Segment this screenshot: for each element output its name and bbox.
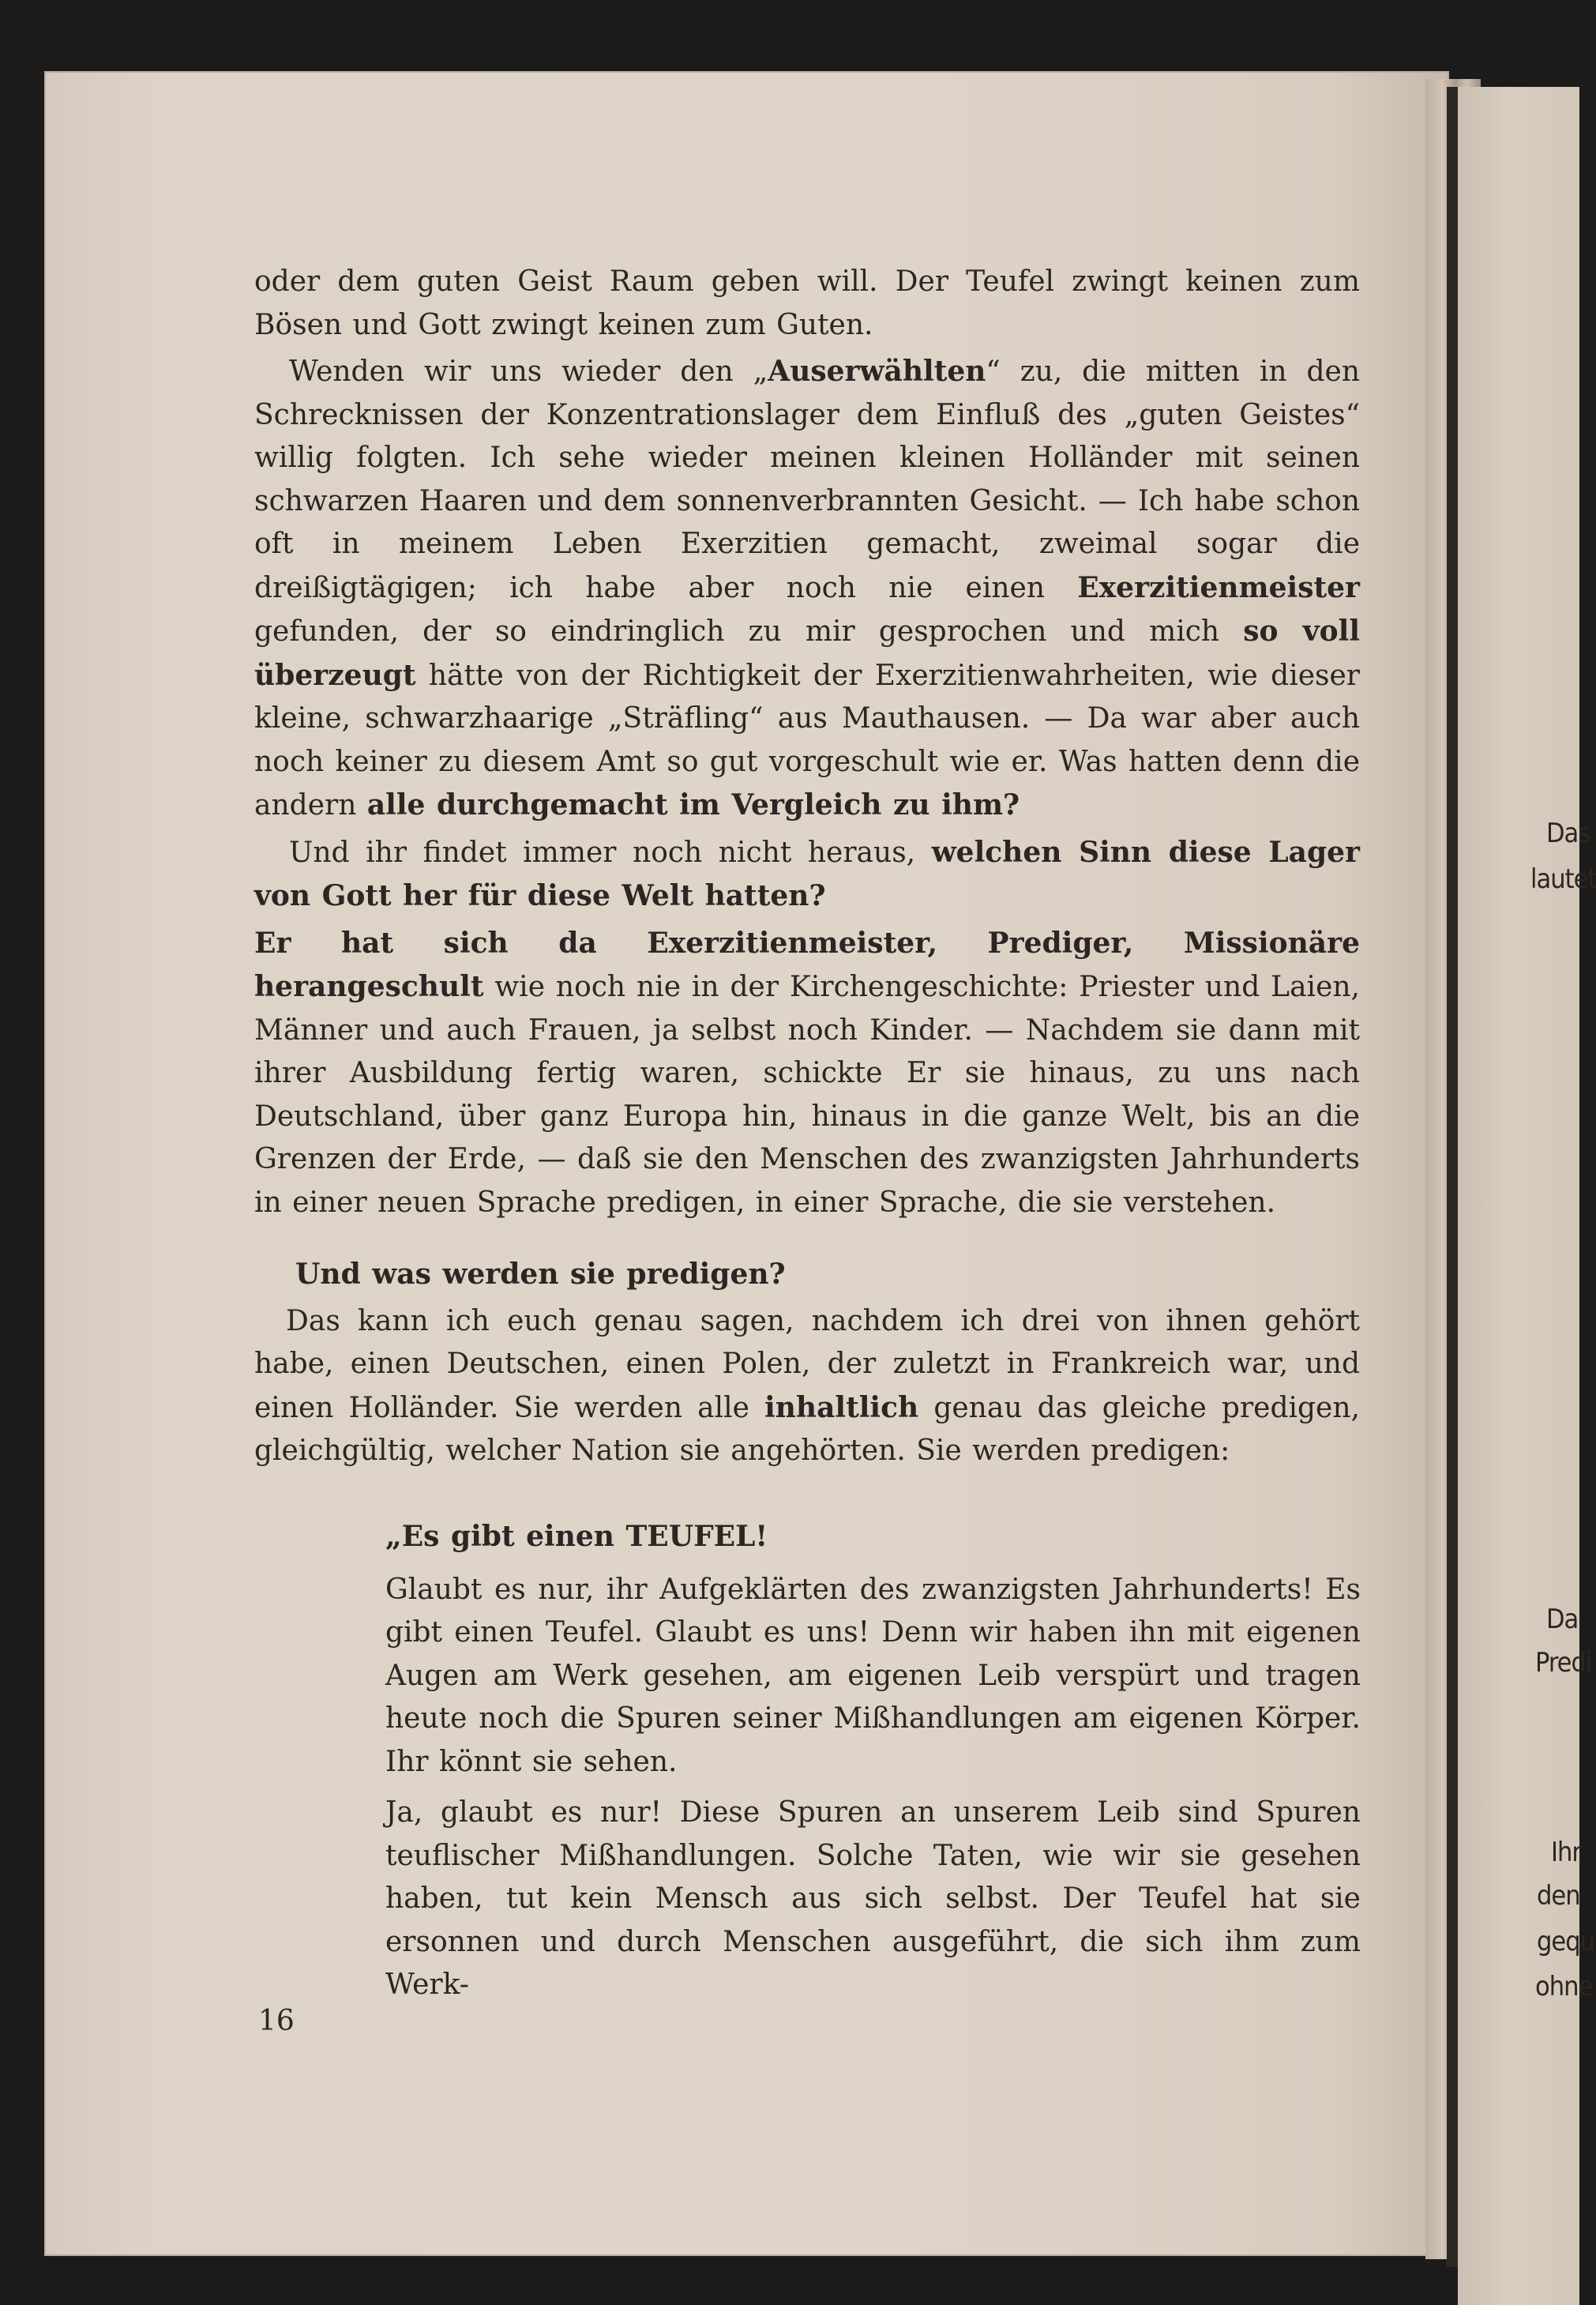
facing-page-fragment: gequ: [1537, 1926, 1595, 1957]
paragraph: oder dem guten Geist Raum geben will. Der Teufel zwingt keinen zum Bösen und Gott zwingt keinen zum Guten.: [254, 265, 1360, 341]
facing-page-fragment: den: [1537, 1880, 1580, 1912]
facing-page: [1458, 87, 1596, 2305]
quoted-sermon: [385, 1515, 1361, 2007]
facing-page-fragment: lautet: [1530, 863, 1596, 895]
body-text: [254, 261, 1360, 1473]
facing-page-fragment: Predi: [1535, 1647, 1592, 1679]
quote-title: „Es gibt einen TEUFEL!: [385, 1520, 768, 1553]
section-question: Und was werden sie predigen?: [295, 1258, 786, 1291]
page-number: 16: [258, 2005, 295, 2037]
facing-page-fragment: Ihr: [1551, 1837, 1581, 1868]
paragraph: Er hat sich da Exerzitienmeister, Prediger, Missionäre herangeschult wie noch nie in der Kirchengeschichte: Priester und Laien, Männer und auch Frauen, ja selbst noch Kinder. — Nachdem sie dann mit ihrer Ausbildung fertig waren, schickte Er sie hinaus, zu uns nach Deutschland, über ganz Europa hin, hinaus in die ganze Welt, bis an die Grenzen der Erde, — daß sie den Menschen des zwanzigsten Jahrhunderts in einer neuen Sprache predigen, in einer Sprache, die sie verstehen.: [254, 926, 1360, 1219]
facing-page-fragment: Das: [1546, 818, 1590, 849]
paragraph: Das kann ich euch genau sagen, nachdem ich drei von ihnen gehört habe, einen Deutschen, einen Polen, der zuletzt in Frankreich war, und einen Holländer. Sie werden alle inhaltlich genau das gleiche predigen, gleichgültig, welcher Nation sie angehörten. Sie werden predigen:: [254, 1304, 1360, 1467]
quote-paragraph: Ja, glaubt es nur! Diese Spuren an unserem Leib sind Spuren teuflischer Mißhandlungen. Solche Taten, wie wir sie gesehen haben, tut kein Mensch aus sich selbst. Der Teufel hat sie ersonnen und durch Menschen ausgeführt, die sich ihm zum Werk-: [385, 1796, 1361, 2001]
paragraph: Und ihr findet immer noch nicht heraus, welchen Sinn diese Lager von Gott her für diese Welt hatten?: [254, 835, 1360, 912]
facing-page-fragment: Da: [1546, 1604, 1579, 1635]
facing-page-fragment: ohne: [1535, 1971, 1593, 2002]
book-gutter: [1447, 87, 1458, 2267]
quote-paragraph: Glaubt es nur, ihr Aufgeklärten des zwanzigsten Jahrhunderts! Es gibt einen Teufel. Glaubt es uns! Denn wir haben ihn mit eigenen Augen am Werk gesehen, am eigenen Leib verspürt und tragen heute noch die Spuren seiner Mißhandlungen am eigenen Körper. Ihr könnt sie sehen.: [385, 1573, 1361, 1778]
paragraph: Wenden wir uns wieder den „Auserwählten“ zu, die mitten in den Schrecknissen der Konzentrationslager dem Einfluß des „guten Geistes“ willig folgten. Ich sehe wieder meinen kleinen Holländer mit seinen schwarzen Haaren und dem sonnenverbrannten Gesicht. — Ich habe schon oft in meinem Leben Exerzitien gemacht, zweimal sogar die dreißigtägigen; ich habe aber noch nie einen Exerzitienmeister gefunden, der so eindringlich zu mir gesprochen und mich so voll überzeugt hätte von der Richtigkeit der Exerzitienwahrheiten, wie dieser kleine, schwarzhaarige „Sträfling“ aus Mauthausen. — Da war aber auch noch keiner zu diesem Amt so gut vorgeschult wie er. Was hatten denn die andern alle durchgemacht im Vergleich zu ihm?: [254, 355, 1360, 822]
